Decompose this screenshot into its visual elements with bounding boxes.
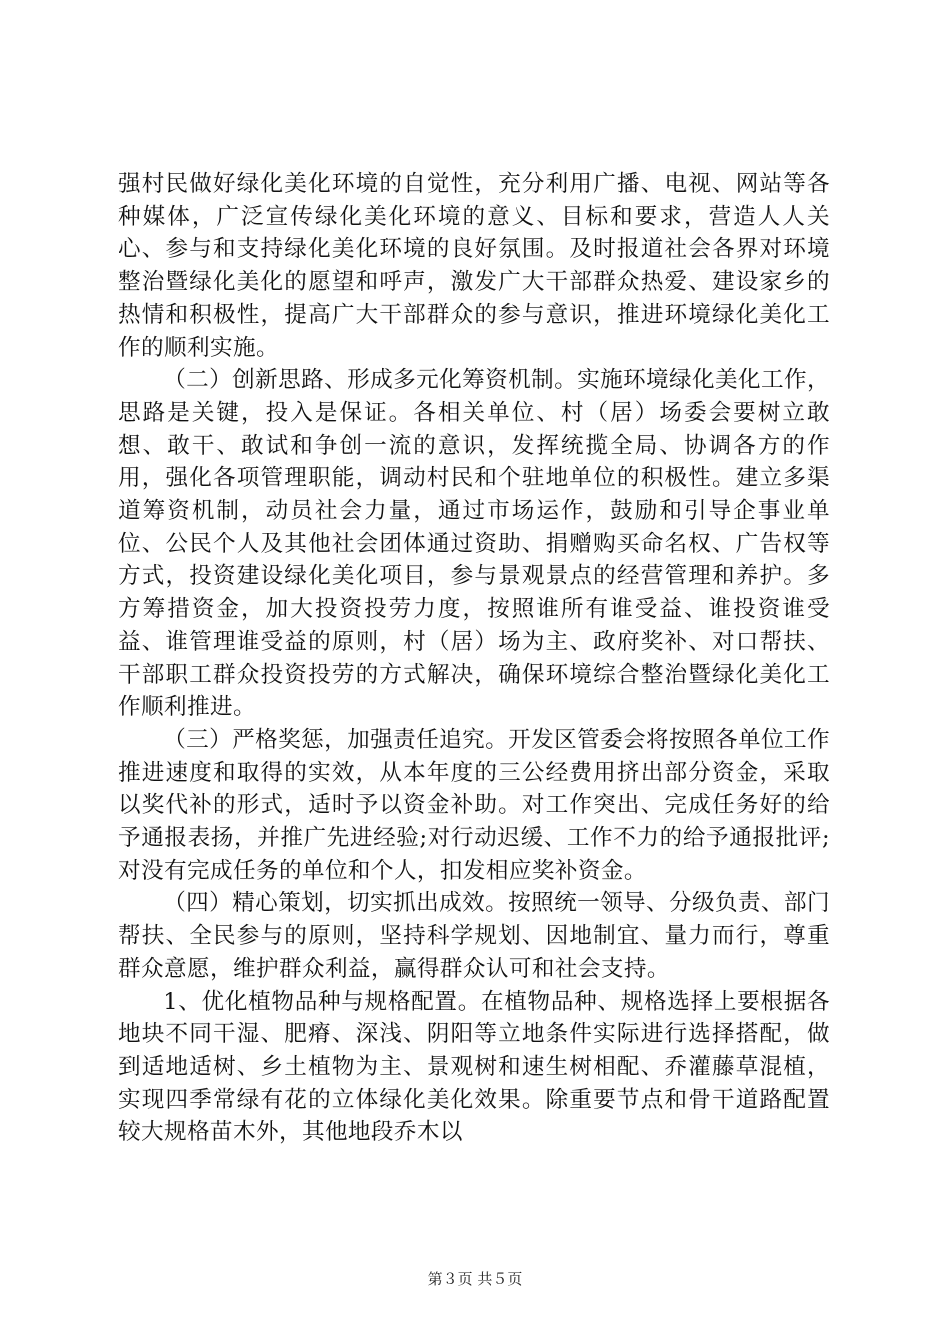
paragraph-section-4: （四）精心策划，切实抓出成效。按照统一领导、分级负责、部门帮扶、全民参与的原则，坚持科学规划、因地制宜、量力而行，尊重群众意愿，维护群众利益，赢得群众认可和社会支持。 xyxy=(118,890,831,982)
paragraph-continued: 强村民做好绿化美化环境的自觉性，充分利用广播、电视、网站等各种媒体，广泛宣传绿化美化环境的意义、目标和要求，营造人人关心、参与和支持绿化美化环境的良好氛围。及时报道社会各界对环境整治暨绿化美化的愿望和呼声，激发广大干部群众热爱、建设家乡的热情和积极性，提高广大干部群众的参与意识，推进环境绿化美化工作的顺利实施。 xyxy=(118,171,830,361)
document-body xyxy=(118,168,830,1149)
page-number-footer: 第３页 共５页 xyxy=(427,1270,523,1288)
paragraph-item-1: 1、优化植物品种与规格配置。在植物品种、规格选择上要根据各地块不同干湿、肥瘠、深浅、阴阳等立地条件实际进行选择搭配，做到适地适树、乡土植物为主、景观树和速生树相配、乔灌藤草混植，实现四季常绿有花的立体绿化美化效果。除重要节点和骨干道路配置较大规格苗木外，其他地段乔木以 xyxy=(118,988,830,1146)
paragraph-section-2: （二）创新思路、形成多元化筹资机制。实施环境绿化美化工作，思路是关键，投入是保证。各相关单位、村（居）场委会要树立敢想、敢干、敢试和争创一流的意识，发挥统揽全局、协调各方的作用，强化各项管理职能，调动村民和个驻地单位的积极性。建立多渠道筹资机制，动员社会力量，通过市场运作，鼓励和引导企事业单位、公民个人及其他社会团体通过资助、捐赠购买命名权、广告权等方式，投资建设绿化美化项目，参与景观景点的经营管理和养护。多方筹措资金，加大投资投劳力度，按照谁所有谁受益、谁投资谁受益、谁管理谁受益的原则，村（居）场为主、政府奖补、对口帮扶、干部职工群众投资投劳的方式解决，确保环境综合整治暨绿化美化工作顺利推进。 xyxy=(118,367,831,721)
paragraph-section-3: （三）严格奖惩，加强责任追究。开发区管委会将按照各单位工作推进速度和取得的实效，从本年度的三公经费用挤出部分资金，采取以奖代补的形式，适时予以资金补助。对工作突出、完成任务好的给予通报表扬，并推广先进经验;对行动迟缓、工作不力的给予通报批评;对没有完成任务的单位和个人，扣发相应奖补资金。 xyxy=(118,726,831,884)
